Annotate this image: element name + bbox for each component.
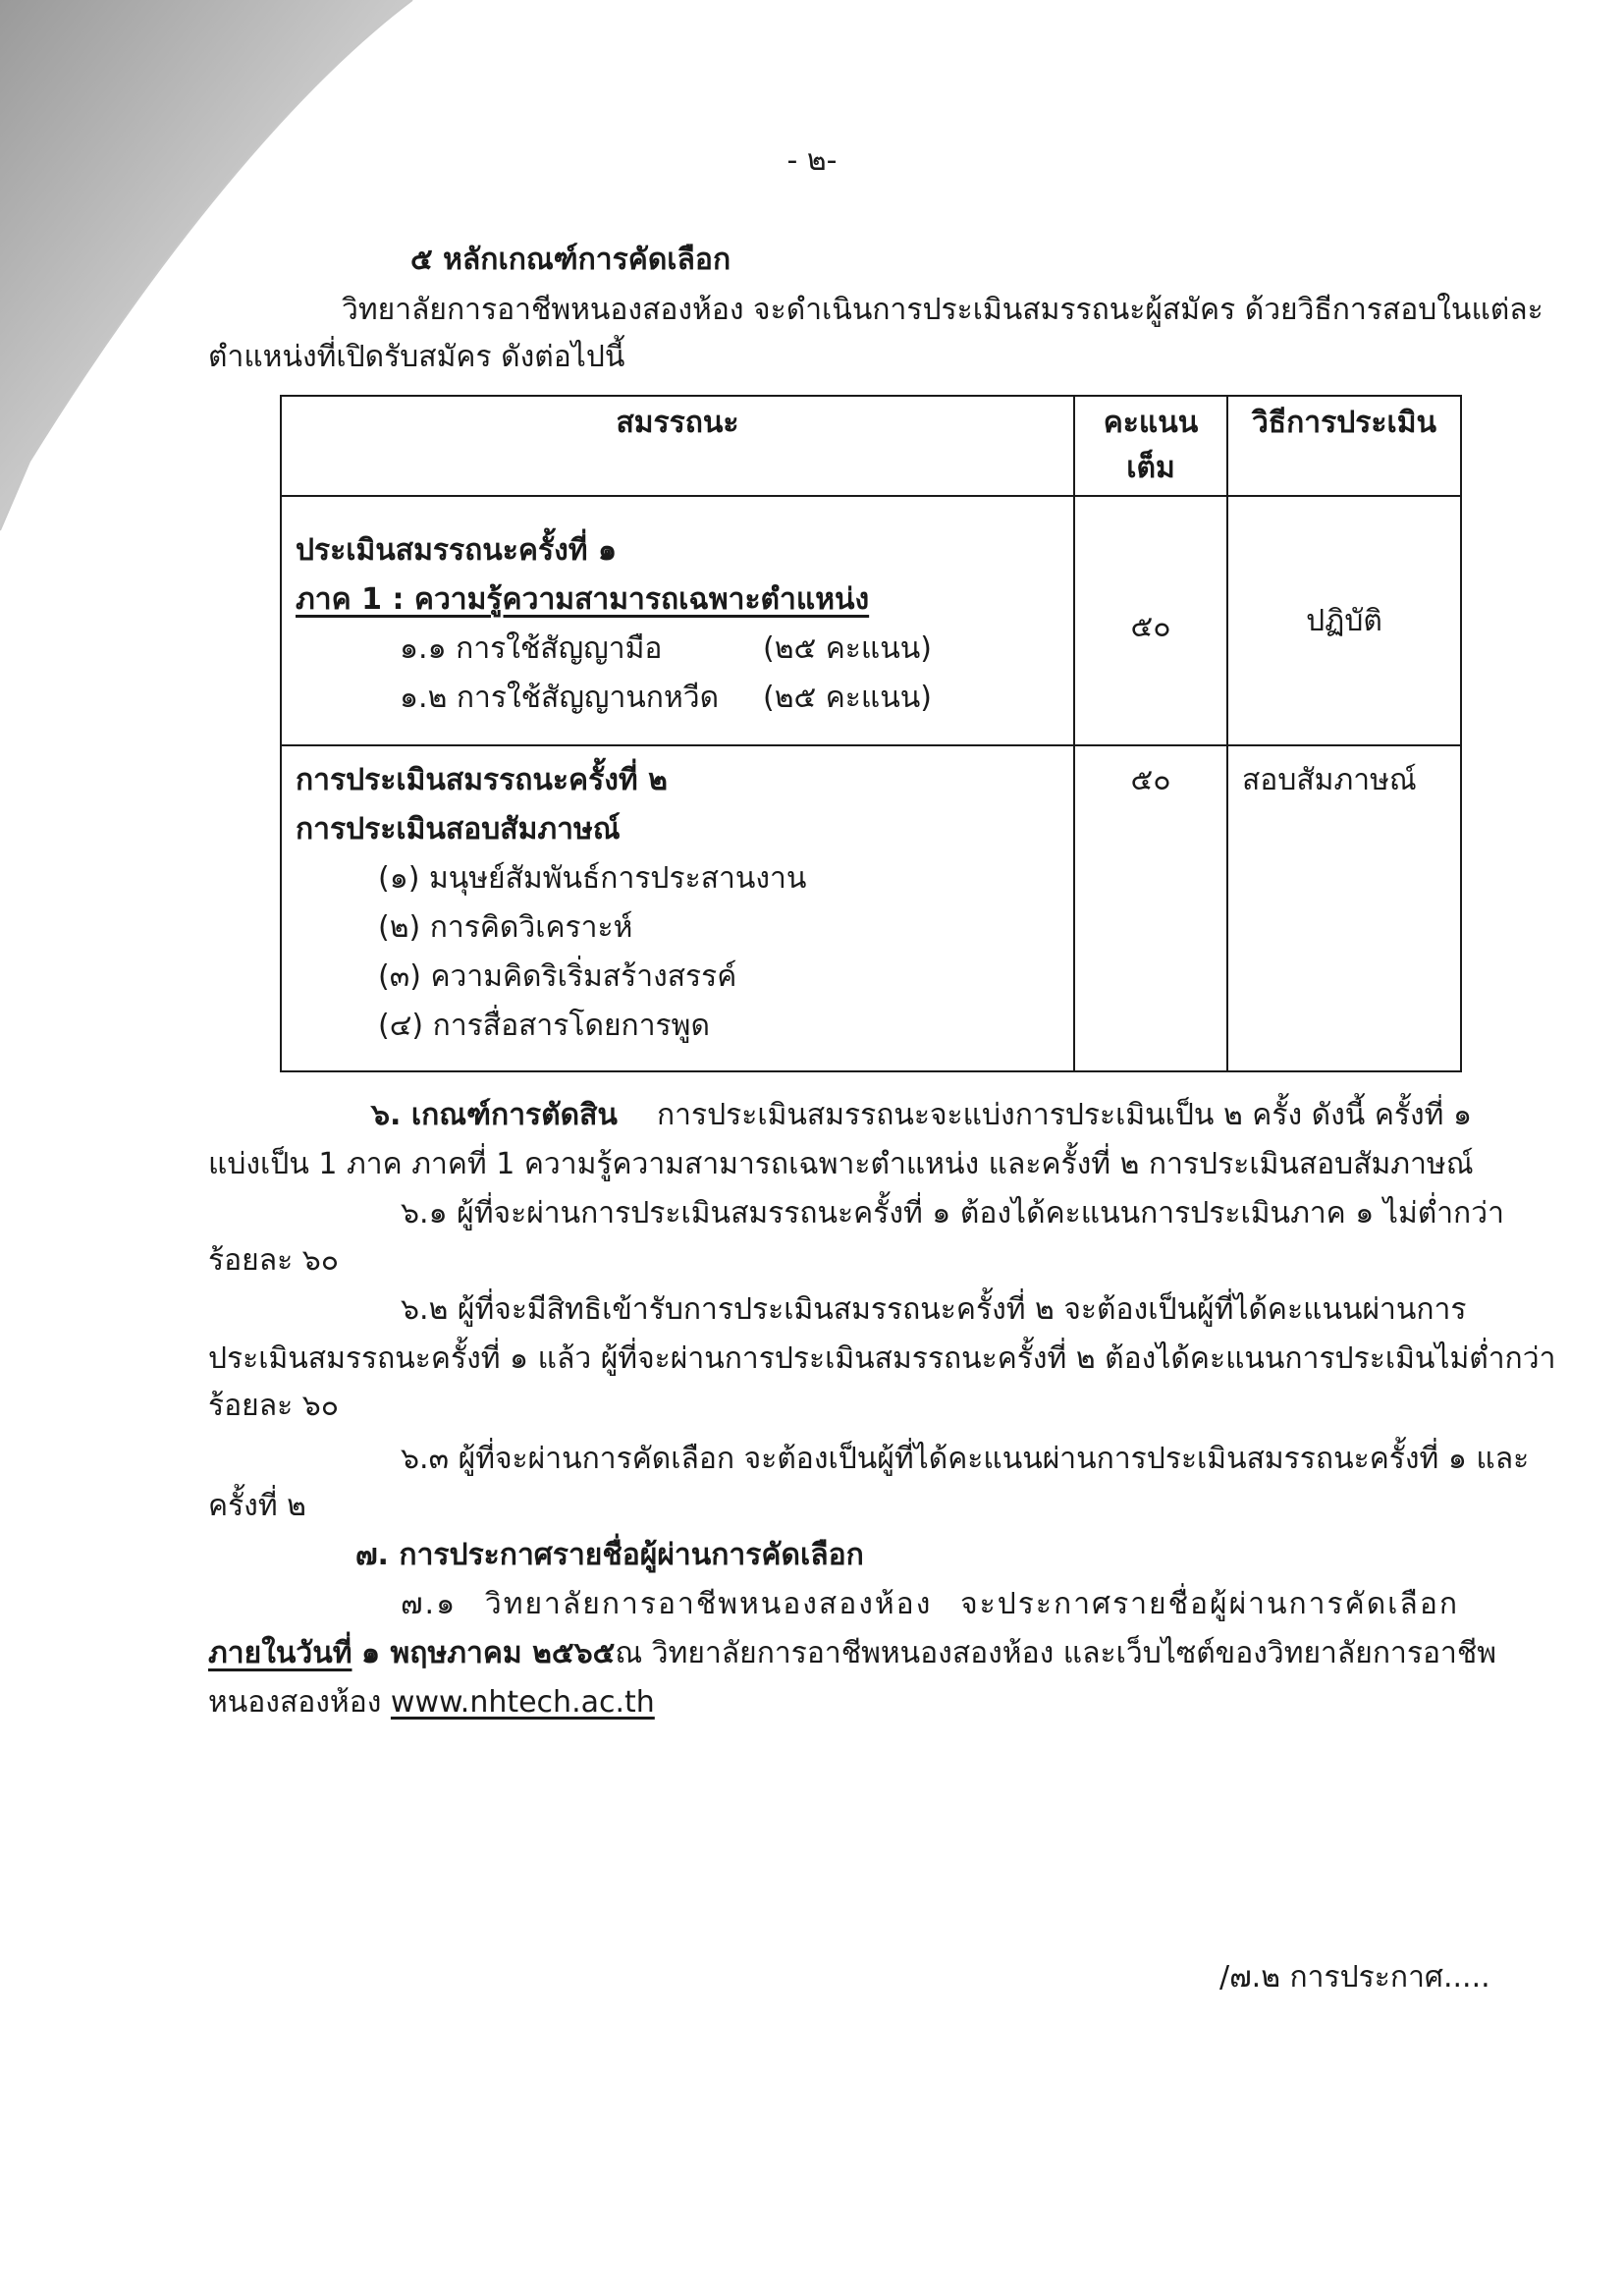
table-header-row <box>281 396 1461 496</box>
section6-heading: ๖. เกณฑ์การตัดสิน <box>371 1098 618 1132</box>
p62-line3: ร้อยละ ๖๐ <box>208 1389 340 1423</box>
p61-line2: ร้อยละ ๖๐ <box>208 1243 340 1278</box>
round1-method <box>1227 496 1461 745</box>
p61-line1: ๖.๑ ผู้ที่จะผ่านการประเมินสมรรถนะครั้งที่ ๑ ต้องได้คะแนนการประเมินภาค ๑ ไม่ต่ำกว่า <box>401 1196 1504 1230</box>
table-row <box>281 745 1461 1071</box>
header-method: วิธีการประเมิน <box>1227 396 1461 496</box>
section6-line1-rest: การประเมินสมรรถนะจะแบ่งการประเมินเป็น ๒ ครั้ง ดังนี้ ครั้งที่ ๑ <box>656 1098 1473 1132</box>
round1-part: ภาค 1 : ความรู้ความสามารถเฉพาะตำแหน่ง <box>296 582 870 617</box>
section5-heading: ๕ หลักเกณฑ์การคัดเลือก <box>410 243 731 277</box>
website-link[interactable]: www.nhtech.ac.th <box>390 1685 655 1720</box>
list-item: (๒) การคิดวิเคราะห์ <box>378 910 633 945</box>
round2-method-value: สอบสัมภาษณ์ <box>1242 763 1417 797</box>
round1-score-value: ๕๐ <box>1130 610 1171 644</box>
section7-heading: ๗. การประกาศรายชื่อผู้ผ่านการคัดเลือก <box>355 1538 864 1572</box>
section6-line2: แบ่งเป็น 1 ภาค ภาคที่ 1 ความรู้ความสามารถเฉพาะตำแหน่ง และครั้งที่ ๒ การประเมินสอบสัมภาษณ์ <box>208 1147 1474 1181</box>
round1-title: ประเมินสมรรถนะครั้งที่ ๑ <box>296 533 617 568</box>
p71-line2-rest: ณ วิทยาลัยการอาชีพหนองสองห้อง และเว็บไซต์ของวิทยาลัยการอาชีพ <box>615 1636 1496 1670</box>
round1-item-label: ๑.๑ การใช้สัญญามือ <box>400 631 663 666</box>
list-item: (๓) ความคิดริเริ่มสร้างสรรค์ <box>378 959 737 994</box>
p71-line3 <box>208 1683 655 1722</box>
p63-line2: ครั้งที่ ๒ <box>208 1489 306 1523</box>
table-row <box>281 496 1461 745</box>
round2-title: การประเมินสมรรถนะครั้งที่ ๒ <box>296 763 668 797</box>
p62-line2: ประเมินสมรรถนะครั้งที่ ๑ แล้ว ผู้ที่จะผ่านการประเมินสมรรถนะครั้งที่ ๒ ต้องได้คะแนนการประเมินไม่ต่ำกว่า <box>208 1341 1556 1376</box>
round2-score <box>1074 745 1227 1071</box>
p62-line1: ๖.๒ ผู้ที่จะมีสิทธิเข้ารับการประเมินสมรรถนะครั้งที่ ๒ จะต้องเป็นผู้ที่ได้คะแนนผ่านการ <box>401 1292 1467 1327</box>
section6-line1 <box>371 1096 1473 1135</box>
round2-score-value: ๕๐ <box>1130 763 1171 797</box>
p71-line2 <box>208 1634 1496 1673</box>
header-score-line2: เต็ม <box>1126 451 1175 485</box>
continuation-note: /๗.๒ การประกาศ..... <box>1219 1960 1490 1995</box>
header-score-line1: คะแนน <box>1103 406 1199 440</box>
section5-intro-line2: ตำแหน่งที่เปิดรับสมัคร ดังต่อไปนี้ <box>208 340 625 374</box>
list-item: (๔) การสื่อสารโดยการพูด <box>378 1009 710 1043</box>
list-item: (๑) มนุษย์สัมพันธ์การประสานงาน <box>378 861 807 896</box>
deadline-date: ๑ พฤษภาคม ๒๕๖๕ <box>361 1636 616 1670</box>
competency-table <box>280 395 1462 1072</box>
deadline-prefix: ภายในวันที่ <box>208 1636 352 1670</box>
header-full-score <box>1074 396 1227 496</box>
list-item <box>296 674 1073 723</box>
list-item <box>296 625 1073 674</box>
round1-item-points: (๒๕ คะแนน) <box>763 631 932 666</box>
section5-intro-line1: วิทยาลัยการอาชีพหนองสองห้อง จะดำเนินการประเมินสมรรถนะผู้สมัคร ด้วยวิธีการสอบในแต่ละ <box>342 293 1543 327</box>
p71-line3-prefix: หนองสองห้อง <box>208 1685 382 1720</box>
header-competency: สมรรถนะ <box>281 396 1074 496</box>
page-number: - ๒- <box>786 143 838 178</box>
round2-subtitle: การประเมินสอบสัมภาษณ์ <box>296 812 621 847</box>
round1-score <box>1074 496 1227 745</box>
round2-competency-cell <box>281 745 1074 1071</box>
round1-method-value: ปฏิบัติ <box>1306 604 1382 638</box>
p71-line1: ๗.๑ วิทยาลัยการอาชีพหนองสองห้อง จะประกาศรายชื่อผู้ผ่านการคัดเลือก <box>401 1587 1459 1621</box>
round1-item-label: ๑.๒ การใช้สัญญานกหวีด <box>400 681 720 715</box>
p63-line1: ๖.๓ ผู้ที่จะผ่านการคัดเลือก จะต้องเป็นผู้ที่ได้คะแนนผ่านการประเมินสมรรถนะครั้งที่ ๑ และ <box>401 1442 1530 1476</box>
round2-method <box>1227 745 1461 1071</box>
round1-competency-cell <box>281 496 1074 745</box>
round1-item-points: (๒๕ คะแนน) <box>763 681 932 715</box>
